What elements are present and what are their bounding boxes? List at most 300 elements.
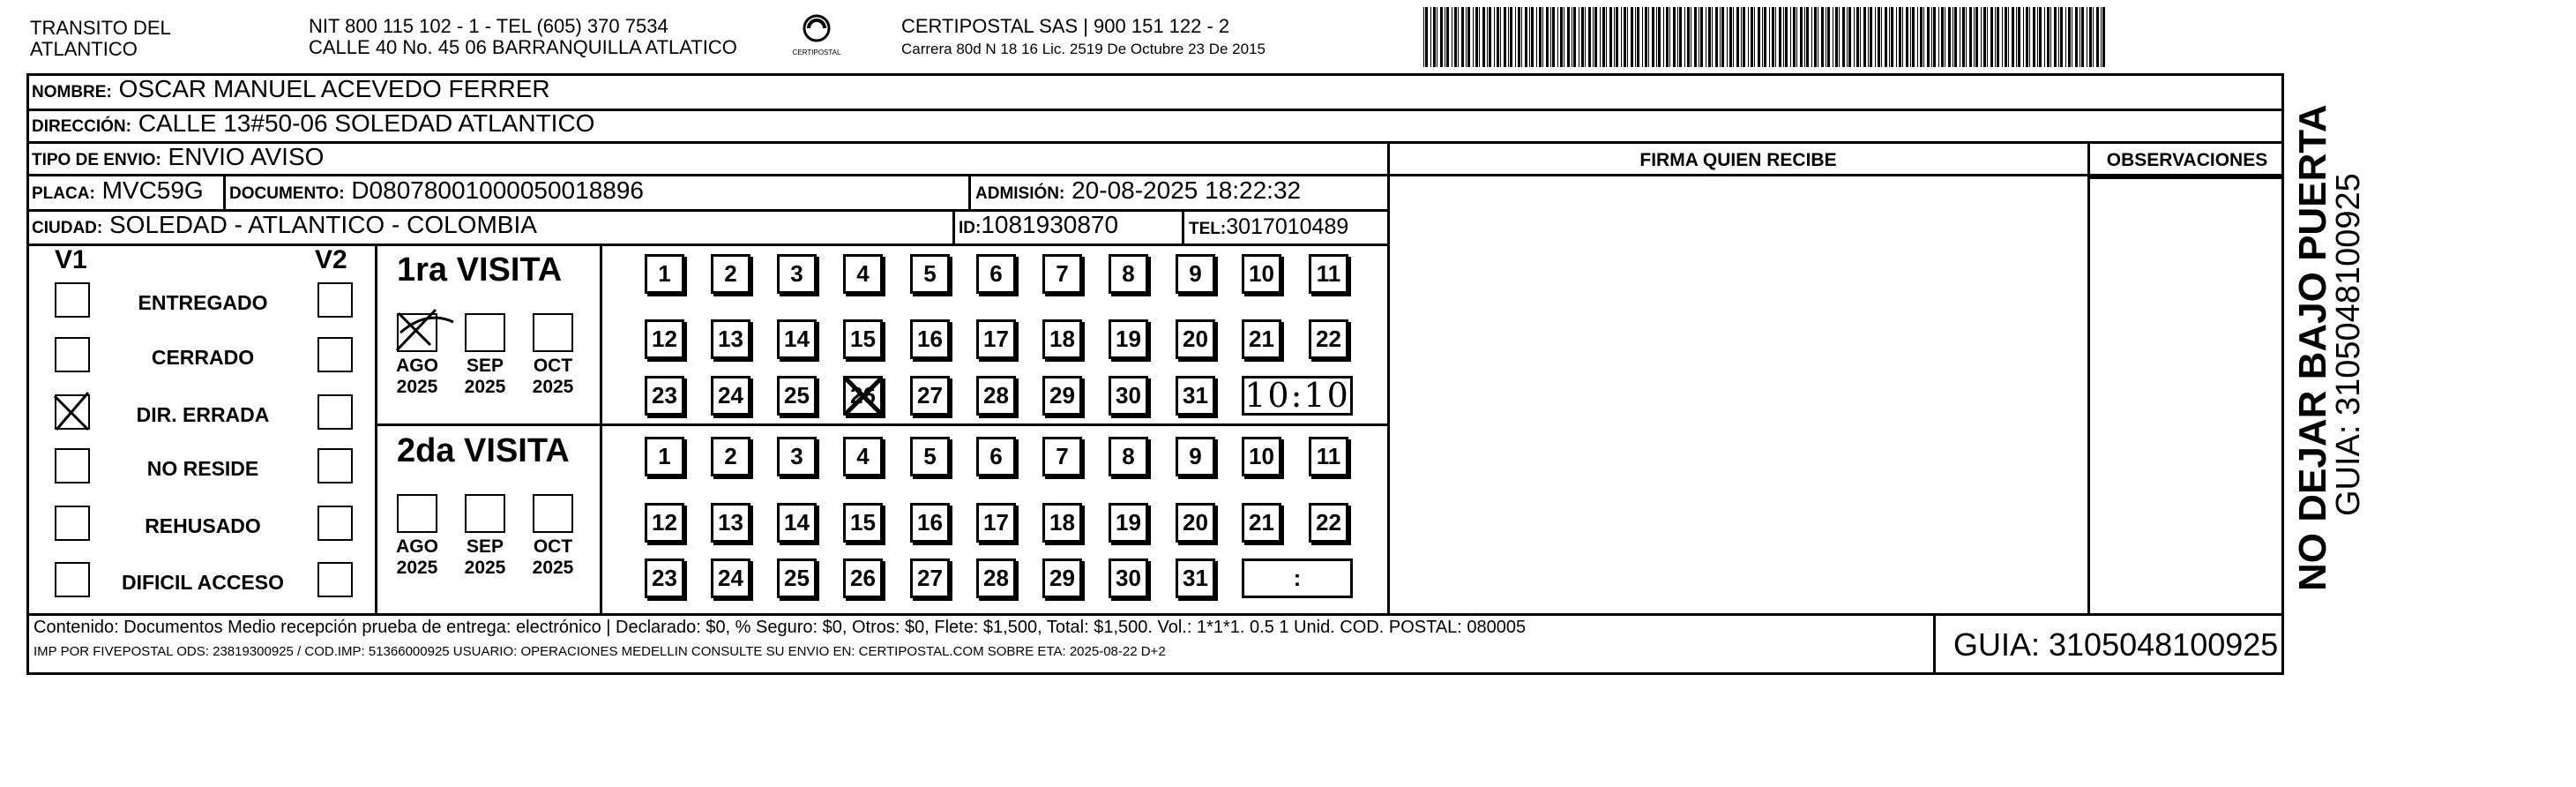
day-box[interactable]: 11 — [1309, 254, 1348, 294]
barcode-bar — [1981, 7, 1982, 67]
barcode-bar — [1974, 7, 1975, 67]
v1-checkbox[interactable] — [55, 448, 90, 483]
month-label: AGO — [396, 536, 438, 557]
barcode-bar — [1902, 7, 1903, 67]
barcode-bar — [1751, 7, 1753, 67]
barcode-bar — [1806, 7, 1809, 67]
admision-value: 20-08-2025 18:22:32 — [1071, 176, 1302, 204]
barcode-bar — [1466, 7, 1467, 67]
barcode-bar — [1573, 7, 1576, 67]
barcode-bar — [1504, 7, 1506, 67]
day-box[interactable]: 20 — [1176, 319, 1215, 359]
barcode-bar — [1987, 7, 1988, 67]
barcode-bar — [1669, 7, 1670, 67]
barcode-bar — [1581, 7, 1584, 67]
admision-field: ADMISIÓN: 20-08-2025 18:22:32 — [975, 176, 1302, 204]
month-checkbox[interactable] — [465, 313, 505, 352]
day-box[interactable]: 3 — [777, 437, 817, 476]
barcode-bar — [2033, 7, 2035, 67]
v1-checkbox[interactable] — [55, 562, 90, 597]
barcode-bar — [1889, 7, 1890, 67]
id-value: 1081930870 — [981, 211, 1119, 238]
barcode-bar — [1430, 7, 1431, 67]
barcode-bar — [2047, 7, 2050, 67]
barcode-bar — [2075, 7, 2078, 67]
day-box[interactable]: 1 — [645, 437, 684, 476]
barcode-bar — [1542, 7, 1543, 67]
barcode-bar — [1473, 7, 1474, 67]
day-box[interactable]: 2 — [711, 254, 750, 294]
day-box[interactable]: 5 — [910, 254, 950, 294]
year-label: 2025 — [396, 377, 438, 397]
barcode-bar — [2026, 7, 2028, 67]
day-box[interactable]: 23 — [645, 558, 684, 598]
barcode-bar — [1708, 7, 1711, 67]
day-box[interactable]: 1 — [645, 254, 684, 294]
barcode-bar — [1962, 7, 1965, 67]
barcode-bar — [1677, 7, 1678, 67]
v2-checkbox[interactable] — [317, 562, 353, 597]
day-box[interactable]: 19 — [1109, 319, 1148, 359]
barcode-bar — [1585, 7, 1586, 67]
nombre-field: NOMBRE: OSCAR MANUEL ACEVEDO FERRER — [32, 75, 550, 102]
barcode-bar — [1627, 7, 1628, 67]
day-box[interactable]: 10 — [1242, 437, 1281, 476]
barcode-bar — [1839, 7, 1840, 67]
barcode-bar — [1775, 7, 1776, 67]
barcode-bar — [2008, 7, 2009, 67]
barcode-bar — [1508, 7, 1509, 67]
day-box[interactable]: 6 — [976, 254, 1016, 294]
day-box[interactable]: 8 — [1109, 254, 1148, 294]
first-visit-title: 1ra VISITA — [397, 251, 563, 289]
barcode-bar — [1912, 7, 1915, 67]
barcode-bar — [1602, 7, 1605, 67]
barcode-bar — [1423, 7, 1424, 67]
barcode-bar — [1762, 7, 1763, 67]
day-box[interactable]: 15 — [843, 319, 883, 359]
barcode-bar — [1779, 7, 1781, 67]
barcode-bar — [2039, 7, 2042, 67]
barcode-bar — [1637, 7, 1639, 67]
barcode-bar — [1500, 7, 1501, 67]
barcode-bar — [1521, 7, 1522, 67]
day-box[interactable]: 25 — [777, 376, 817, 416]
barcode-bar — [1997, 7, 1999, 67]
v2-checkbox[interactable] — [317, 448, 353, 483]
v2-checkbox[interactable] — [317, 506, 353, 541]
tipo-envio-field: TIPO DE ENVIO: ENVIO AVISO — [32, 143, 325, 170]
barcode-bar — [1748, 7, 1749, 67]
footer-contents: Contenido: Documentos Medio recepción prueba de entrega: electrónico | Declarado: $0, % Seguro: $0, Otros: $0, Flete: $1,500, Total: $1,500. Vol.: 1*1*1. 0.5 1 Unid. COD. POSTAL: 080005 — [34, 618, 1527, 637]
barcode-bar — [1700, 7, 1703, 67]
footer-guia: GUIA: 3105048100925 — [1953, 626, 2279, 663]
tel-value: 3017010489 — [1226, 214, 1349, 239]
barcode-bar — [1446, 7, 1449, 67]
barcode-bar — [1440, 7, 1443, 67]
year-label: 2025 — [532, 377, 574, 397]
observaciones-header: OBSERVACIONES — [2106, 150, 2268, 170]
footer-print-info: IMP POR FIVEPOSTAL ODS: 23819300925 / COD.IMP: 51366000925 USUARIO: OPERACIONES MEDELLIN CONSULTE SU ENVIO EN: CERTIPOSTAL.COM SOBRE ETA: 2025-08-22 D+2 — [34, 644, 1166, 659]
barcode-bar — [1515, 7, 1516, 67]
barcode-bar — [2016, 7, 2017, 67]
barcode-bar — [1557, 7, 1558, 67]
barcode-bar — [1800, 7, 1803, 67]
barcode-bar — [1811, 7, 1812, 67]
barcode-bar — [1497, 7, 1499, 67]
day-box[interactable]: 12 — [645, 503, 684, 543]
barcode-bar — [2023, 7, 2024, 67]
barcode-bar — [1425, 7, 1428, 67]
day-box[interactable]: 31 — [1176, 376, 1215, 416]
day-box[interactable]: 11 — [1309, 437, 1348, 476]
barcode-bar — [1433, 7, 1436, 67]
status-label: NO RESIDE — [146, 457, 259, 480]
barcode-bar — [1467, 7, 1470, 67]
placa-value: MVC59G — [101, 176, 204, 204]
barcode-bar — [1642, 7, 1643, 67]
day-box[interactable]: 22 — [1309, 503, 1348, 543]
barcode-bar — [2018, 7, 2020, 67]
year-label: 2025 — [464, 377, 506, 397]
barcode-bar — [1899, 7, 1901, 67]
day-box[interactable]: 6 — [976, 437, 1016, 476]
day-box[interactable]: 3 — [777, 254, 817, 294]
company-info: CERTIPOSTAL SAS | 900 151 122 - 2 — [901, 15, 1230, 37]
barcode-bar — [2029, 7, 2030, 67]
barcode-bar — [1885, 7, 1887, 67]
status-label: CERRADO — [151, 346, 255, 369]
day-box[interactable]: 13 — [711, 503, 750, 543]
status-label: REHUSADO — [145, 514, 261, 537]
day-box[interactable]: 31 — [1176, 558, 1215, 598]
barcode-bar — [1621, 7, 1622, 67]
barcode-bar — [1933, 7, 1936, 67]
day-box[interactable]: 24 — [711, 376, 750, 416]
v1-checkbox[interactable] — [55, 394, 90, 430]
company-license: Carrera 80d N 18 16 Lic. 2519 De Octubre 23 De 2015 — [901, 41, 1266, 57]
barcode-bar — [1847, 7, 1848, 67]
day-box[interactable]: 20 — [1176, 503, 1215, 543]
barcode-bar — [1860, 7, 1861, 67]
day-box[interactable]: 16 — [910, 503, 950, 543]
barcode-bar — [1666, 7, 1669, 67]
day-box[interactable]: 23 — [645, 376, 684, 416]
second-visit-title: 2da VISITA — [397, 432, 570, 469]
barcode-bar — [1758, 7, 1760, 67]
month-label: SEP — [466, 356, 504, 376]
day-box[interactable]: 4 — [843, 254, 883, 294]
v1-header: V1 — [55, 245, 87, 274]
barcode-bar — [2068, 7, 2071, 67]
barcode-bar — [1679, 7, 1682, 67]
barcode-bar — [1796, 7, 1797, 67]
day-box[interactable]: 29 — [1042, 558, 1082, 598]
month-checkbox[interactable] — [397, 494, 437, 533]
documento-field: DOCUMENTO: D08078001000050018896 — [229, 176, 644, 204]
barcode-bar — [1656, 7, 1657, 67]
barcode-bar — [1793, 7, 1796, 67]
day-box[interactable]: 2 — [711, 437, 750, 476]
barcode-bar — [1721, 7, 1724, 67]
year-label: 2025 — [532, 558, 574, 578]
day-box[interactable]: 12 — [645, 319, 684, 359]
id-field: ID:1081930870 — [959, 211, 1119, 238]
barcode-bar — [1881, 7, 1882, 67]
barcode-bar — [1772, 7, 1774, 67]
barcode-bar — [1954, 7, 1957, 67]
tel-field: TEL:3017010489 — [1189, 214, 1349, 239]
barcode-bar — [1482, 7, 1485, 67]
barcode-bar — [1593, 7, 1594, 67]
barcode-bar — [1969, 7, 1972, 67]
status-label: DIR. ERRADA — [136, 403, 270, 426]
barcode-bar — [2060, 7, 2063, 67]
barcode-bar — [1938, 7, 1939, 67]
day-box[interactable]: 15 — [843, 503, 883, 543]
v1-checkbox[interactable] — [55, 506, 90, 541]
day-box[interactable]: 10 — [1242, 254, 1281, 294]
time-box[interactable]: 10:10 — [1242, 376, 1353, 416]
barcode-bar — [1715, 7, 1718, 67]
barcode-bar — [1552, 7, 1555, 67]
barcode-bar — [1546, 7, 1549, 67]
status-label: ENTREGADO — [138, 291, 268, 314]
barcode-bar — [2079, 7, 2080, 67]
v2-checkbox[interactable] — [317, 394, 353, 430]
year-label: 2025 — [396, 558, 438, 578]
barcode-bar — [1694, 7, 1697, 67]
barcode-bar — [1891, 7, 1893, 67]
barcode-bar — [1727, 7, 1728, 67]
barcode-bar — [1567, 7, 1570, 67]
day-box[interactable]: 4 — [843, 437, 883, 476]
barcode-bar — [1673, 7, 1676, 67]
barcode-bar — [1835, 7, 1838, 67]
barcode-bar — [1494, 7, 1495, 67]
day-box[interactable]: 27 — [910, 376, 950, 416]
barcode-bar — [1489, 7, 1491, 67]
barcode-bar — [1539, 7, 1542, 67]
barcode-bar — [1458, 7, 1459, 67]
nombre-value: OSCAR MANUEL ACEVEDO FERRER — [118, 75, 550, 102]
day-box[interactable]: 18 — [1042, 319, 1082, 359]
barcode-bar — [1606, 7, 1607, 67]
barcode-bar — [1827, 7, 1830, 67]
placa-field: PLACA: MVC59G — [32, 176, 204, 204]
no-dejar-bajo-puerta: NO DEJAR BAJO PUERTA — [2291, 104, 2334, 591]
v2-checkbox[interactable] — [317, 282, 353, 318]
barcode-bar — [1736, 7, 1739, 67]
day-box[interactable]: 28 — [976, 376, 1016, 416]
day-box[interactable]: 27 — [910, 558, 950, 598]
logo-wordmark: CERTIPOSTAL — [792, 49, 841, 56]
barcode-bar — [1616, 7, 1618, 67]
v1-checkbox[interactable] — [55, 337, 90, 372]
firma-header: FIRMA QUIEN RECIBE — [1639, 150, 1837, 170]
barcode-bar — [1863, 7, 1866, 67]
barcode-bar — [2054, 7, 2057, 67]
barcode-bar — [2096, 7, 2099, 67]
barcode-bar — [1684, 7, 1685, 67]
day-box[interactable]: 16 — [910, 319, 950, 359]
certipostal-logo — [789, 11, 844, 64]
barcode-bar — [1754, 7, 1755, 67]
day-box[interactable]: 9 — [1176, 437, 1215, 476]
barcode-bar — [2037, 7, 2038, 67]
month-label: OCT — [533, 536, 573, 557]
day-box[interactable]: 13 — [711, 319, 750, 359]
day-box[interactable]: 24 — [711, 558, 750, 598]
day-box[interactable]: 17 — [976, 503, 1016, 543]
sender-name-line1: TRANSITO DEL — [30, 17, 171, 39]
day-box[interactable]: 26 — [843, 376, 883, 416]
barcode-bar — [1923, 7, 1924, 67]
barcode-bar — [1720, 7, 1721, 67]
barcode-bar — [2102, 7, 2105, 67]
month-checkbox[interactable] — [533, 494, 573, 533]
barcode-bar — [1729, 7, 1732, 67]
v2-header: V2 — [315, 245, 347, 274]
barcode-bar — [2101, 7, 2102, 67]
day-box[interactable]: 5 — [910, 437, 950, 476]
barcode-bar — [1510, 7, 1512, 67]
day-box[interactable]: 19 — [1109, 503, 1148, 543]
barcode-bar — [1878, 7, 1880, 67]
barcode-bar — [1733, 7, 1734, 67]
side-guia: GUIA: 3105048100925 — [2330, 173, 2367, 516]
barcode-bar — [1594, 7, 1597, 67]
day-box[interactable]: 9 — [1176, 254, 1215, 294]
barcode-bar — [1948, 7, 1951, 67]
day-box[interactable]: 17 — [976, 319, 1016, 359]
day-box[interactable]: 8 — [1109, 437, 1148, 476]
day-box[interactable]: 21 — [1242, 319, 1281, 359]
barcode-bar — [1487, 7, 1488, 67]
barcode-bar — [1842, 7, 1845, 67]
barcode-bar — [2005, 7, 2007, 67]
month-checkbox[interactable] — [465, 494, 505, 533]
barcode-bar — [1536, 7, 1537, 67]
barcode-bar — [1814, 7, 1817, 67]
barcode-bar — [1652, 7, 1654, 67]
barcode-bar — [1609, 7, 1612, 67]
v1-checkbox[interactable] — [55, 282, 90, 318]
tipo-envio-value: ENVIO AVISO — [168, 143, 325, 170]
year-label: 2025 — [464, 558, 506, 578]
x-mark-icon — [840, 372, 887, 424]
documento-value: D08078001000050018896 — [351, 176, 644, 204]
day-box[interactable]: 29 — [1042, 376, 1082, 416]
day-box[interactable]: 26 — [843, 558, 883, 598]
status-label: DIFICIL ACCESO — [121, 571, 284, 594]
day-box[interactable]: 18 — [1042, 503, 1082, 543]
barcode-bar — [1658, 7, 1661, 67]
barcode-bar — [1531, 7, 1534, 67]
barcode-bar — [1529, 7, 1530, 67]
barcode-bar — [1848, 7, 1851, 67]
barcode-bar — [1990, 7, 1993, 67]
day-box[interactable]: 21 — [1242, 503, 1281, 543]
direccion-value: CALLE 13#50-06 SOLEDAD ATLANTICO — [138, 109, 595, 137]
barcode-bar — [1663, 7, 1664, 67]
barcode-bar — [2002, 7, 2003, 67]
sender-name-line2: ATLANTICO — [30, 38, 138, 60]
month-checkbox[interactable] — [533, 313, 573, 352]
x-mark-icon — [51, 391, 86, 426]
day-box[interactable]: 28 — [976, 558, 1016, 598]
direccion-field: DIRECCIÓN: CALLE 13#50-06 SOLEDAD ATLANTICO — [32, 109, 595, 137]
barcode — [1422, 7, 2111, 67]
barcode-bar — [2058, 7, 2059, 67]
day-box[interactable]: 30 — [1109, 558, 1148, 598]
barcode-bar — [1600, 7, 1601, 67]
day-box[interactable]: 7 — [1042, 437, 1082, 476]
time-box[interactable]: : — [1242, 558, 1353, 598]
barcode-bar — [1454, 7, 1457, 67]
barcode-bar — [1635, 7, 1636, 67]
month-checkbox[interactable] — [397, 313, 437, 352]
barcode-bar — [1910, 7, 1911, 67]
sender-address: CALLE 40 No. 45 06 BARRANQUILLA ATLATICO — [309, 36, 737, 58]
barcode-bar — [1931, 7, 1932, 67]
barcode-bar — [1461, 7, 1464, 67]
barcode-bar — [1856, 7, 1859, 67]
day-box[interactable]: 22 — [1309, 319, 1348, 359]
barcode-bar — [1875, 7, 1876, 67]
barcode-bar — [1769, 7, 1770, 67]
barcode-bar — [2044, 7, 2045, 67]
barcode-bar — [2065, 7, 2066, 67]
barcode-bar — [1645, 7, 1647, 67]
barcode-bar — [1927, 7, 1930, 67]
barcode-bar — [2089, 7, 2092, 67]
barcode-bar — [1741, 7, 1742, 67]
barcode-bar — [1525, 7, 1527, 67]
barcode-bar — [1712, 7, 1713, 67]
barcode-bar — [1854, 7, 1855, 67]
day-box[interactable]: 30 — [1109, 376, 1148, 416]
barcode-bar — [1975, 7, 1978, 67]
barcode-bar — [1790, 7, 1791, 67]
barcode-bar — [1941, 7, 1944, 67]
barcode-bar — [1783, 7, 1784, 67]
day-box[interactable]: 25 — [777, 558, 817, 598]
barcode-bar — [1648, 7, 1649, 67]
barcode-bar — [1475, 7, 1478, 67]
month-label: AGO — [396, 356, 438, 376]
barcode-bar — [2093, 7, 2094, 67]
barcode-bar — [1687, 7, 1690, 67]
barcode-bar — [2050, 7, 2051, 67]
x-mark-icon — [392, 306, 444, 356]
ciudad-value: SOLEDAD - ATLANTICO - COLOMBIA — [109, 211, 537, 238]
barcode-bar — [1917, 7, 1918, 67]
barcode-bar — [2081, 7, 2084, 67]
day-box[interactable]: 14 — [777, 503, 817, 543]
ciudad-field: CIUDAD: SOLEDAD - ATLANTICO - COLOMBIA — [32, 211, 537, 238]
barcode-bar — [1614, 7, 1615, 67]
barcode-bar — [1804, 7, 1805, 67]
day-box[interactable]: 7 — [1042, 254, 1082, 294]
barcode-bar — [1631, 7, 1633, 67]
month-label: SEP — [466, 536, 504, 557]
day-box[interactable]: 14 — [777, 319, 817, 359]
barcode-bar — [1920, 7, 1923, 67]
v2-checkbox[interactable] — [317, 337, 353, 372]
sender-nit: NIT 800 115 102 - 1 - TEL (605) 370 7534 — [309, 15, 668, 37]
barcode-bar — [2012, 7, 2014, 67]
